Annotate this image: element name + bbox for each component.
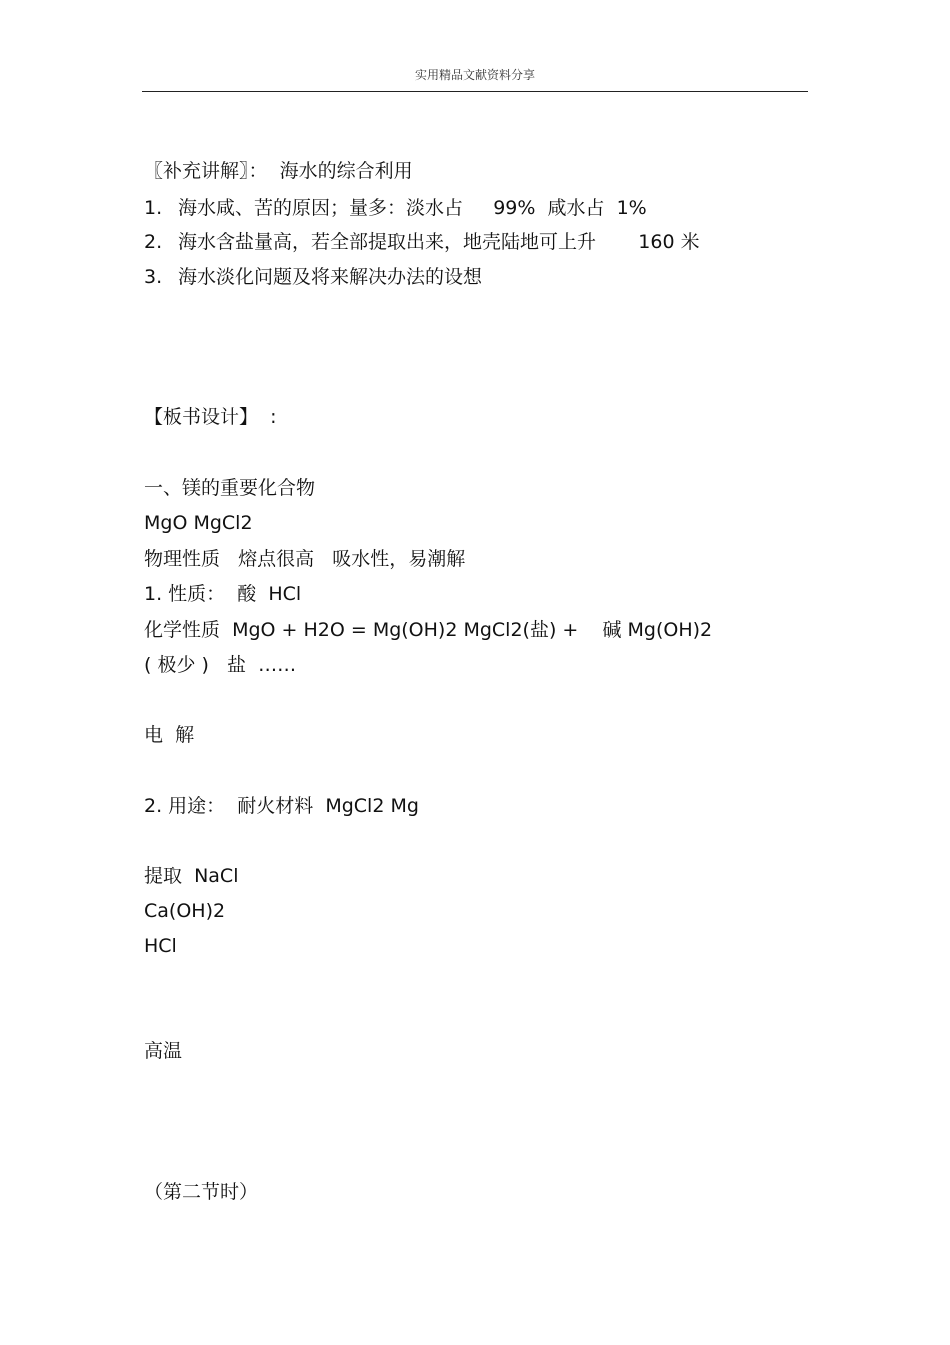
- high-temperature-label: 高温: [144, 1040, 183, 1062]
- second-lesson-label: （第二节时）: [144, 1181, 259, 1203]
- extract-line: 提取 NaCl: [144, 865, 239, 887]
- item-text: 海水咸、苦的原因；量多：淡水占 99% 咸水占 1%: [178, 197, 647, 219]
- electrolysis-label: 电 解: [144, 724, 195, 746]
- physical-properties-line: 物理性质 熔点很高 吸水性，易潮解: [144, 548, 466, 570]
- supplement-item-1: [144, 199, 647, 218]
- item-number: 3.: [144, 266, 163, 288]
- item-number: 2.: [144, 231, 163, 253]
- supplement-item-3: [144, 268, 482, 287]
- item-text: 海水含盐量高，若全部提取出来，地壳陆地可上升 160 米: [178, 231, 700, 253]
- board-heading: 【板书设计】 :: [144, 406, 277, 428]
- page-header: 实用精品文献资料分享: [414, 68, 535, 82]
- item-text: 海水淡化问题及将来解决办法的设想: [178, 266, 483, 288]
- header-divider: [142, 91, 808, 92]
- item-number: 1.: [144, 197, 163, 219]
- compounds-line: MgO MgCl2: [144, 512, 253, 534]
- hcl-line: HCl: [144, 935, 177, 957]
- uses-line: 2. 用途： 耐火材料 MgCl2 Mg: [144, 795, 419, 817]
- supplement-item-2: [144, 233, 700, 252]
- property-line: 1. 性质： 酸 HCl: [144, 583, 302, 605]
- chemical-continuation-line: ( 极少 ) 盐 ……: [144, 654, 297, 676]
- chemical-properties-line: 化学性质 MgO + H2O = Mg(OH)2 MgCl2(盐) + 碱 Mg(OH)2: [144, 619, 713, 641]
- section-title-magnesium-compounds: 一、镁的重要化合物: [144, 477, 316, 499]
- calcium-hydroxide-line: Ca(OH)2: [144, 900, 226, 922]
- supplement-heading: 〖补充讲解〗： 海水的综合利用: [144, 160, 413, 182]
